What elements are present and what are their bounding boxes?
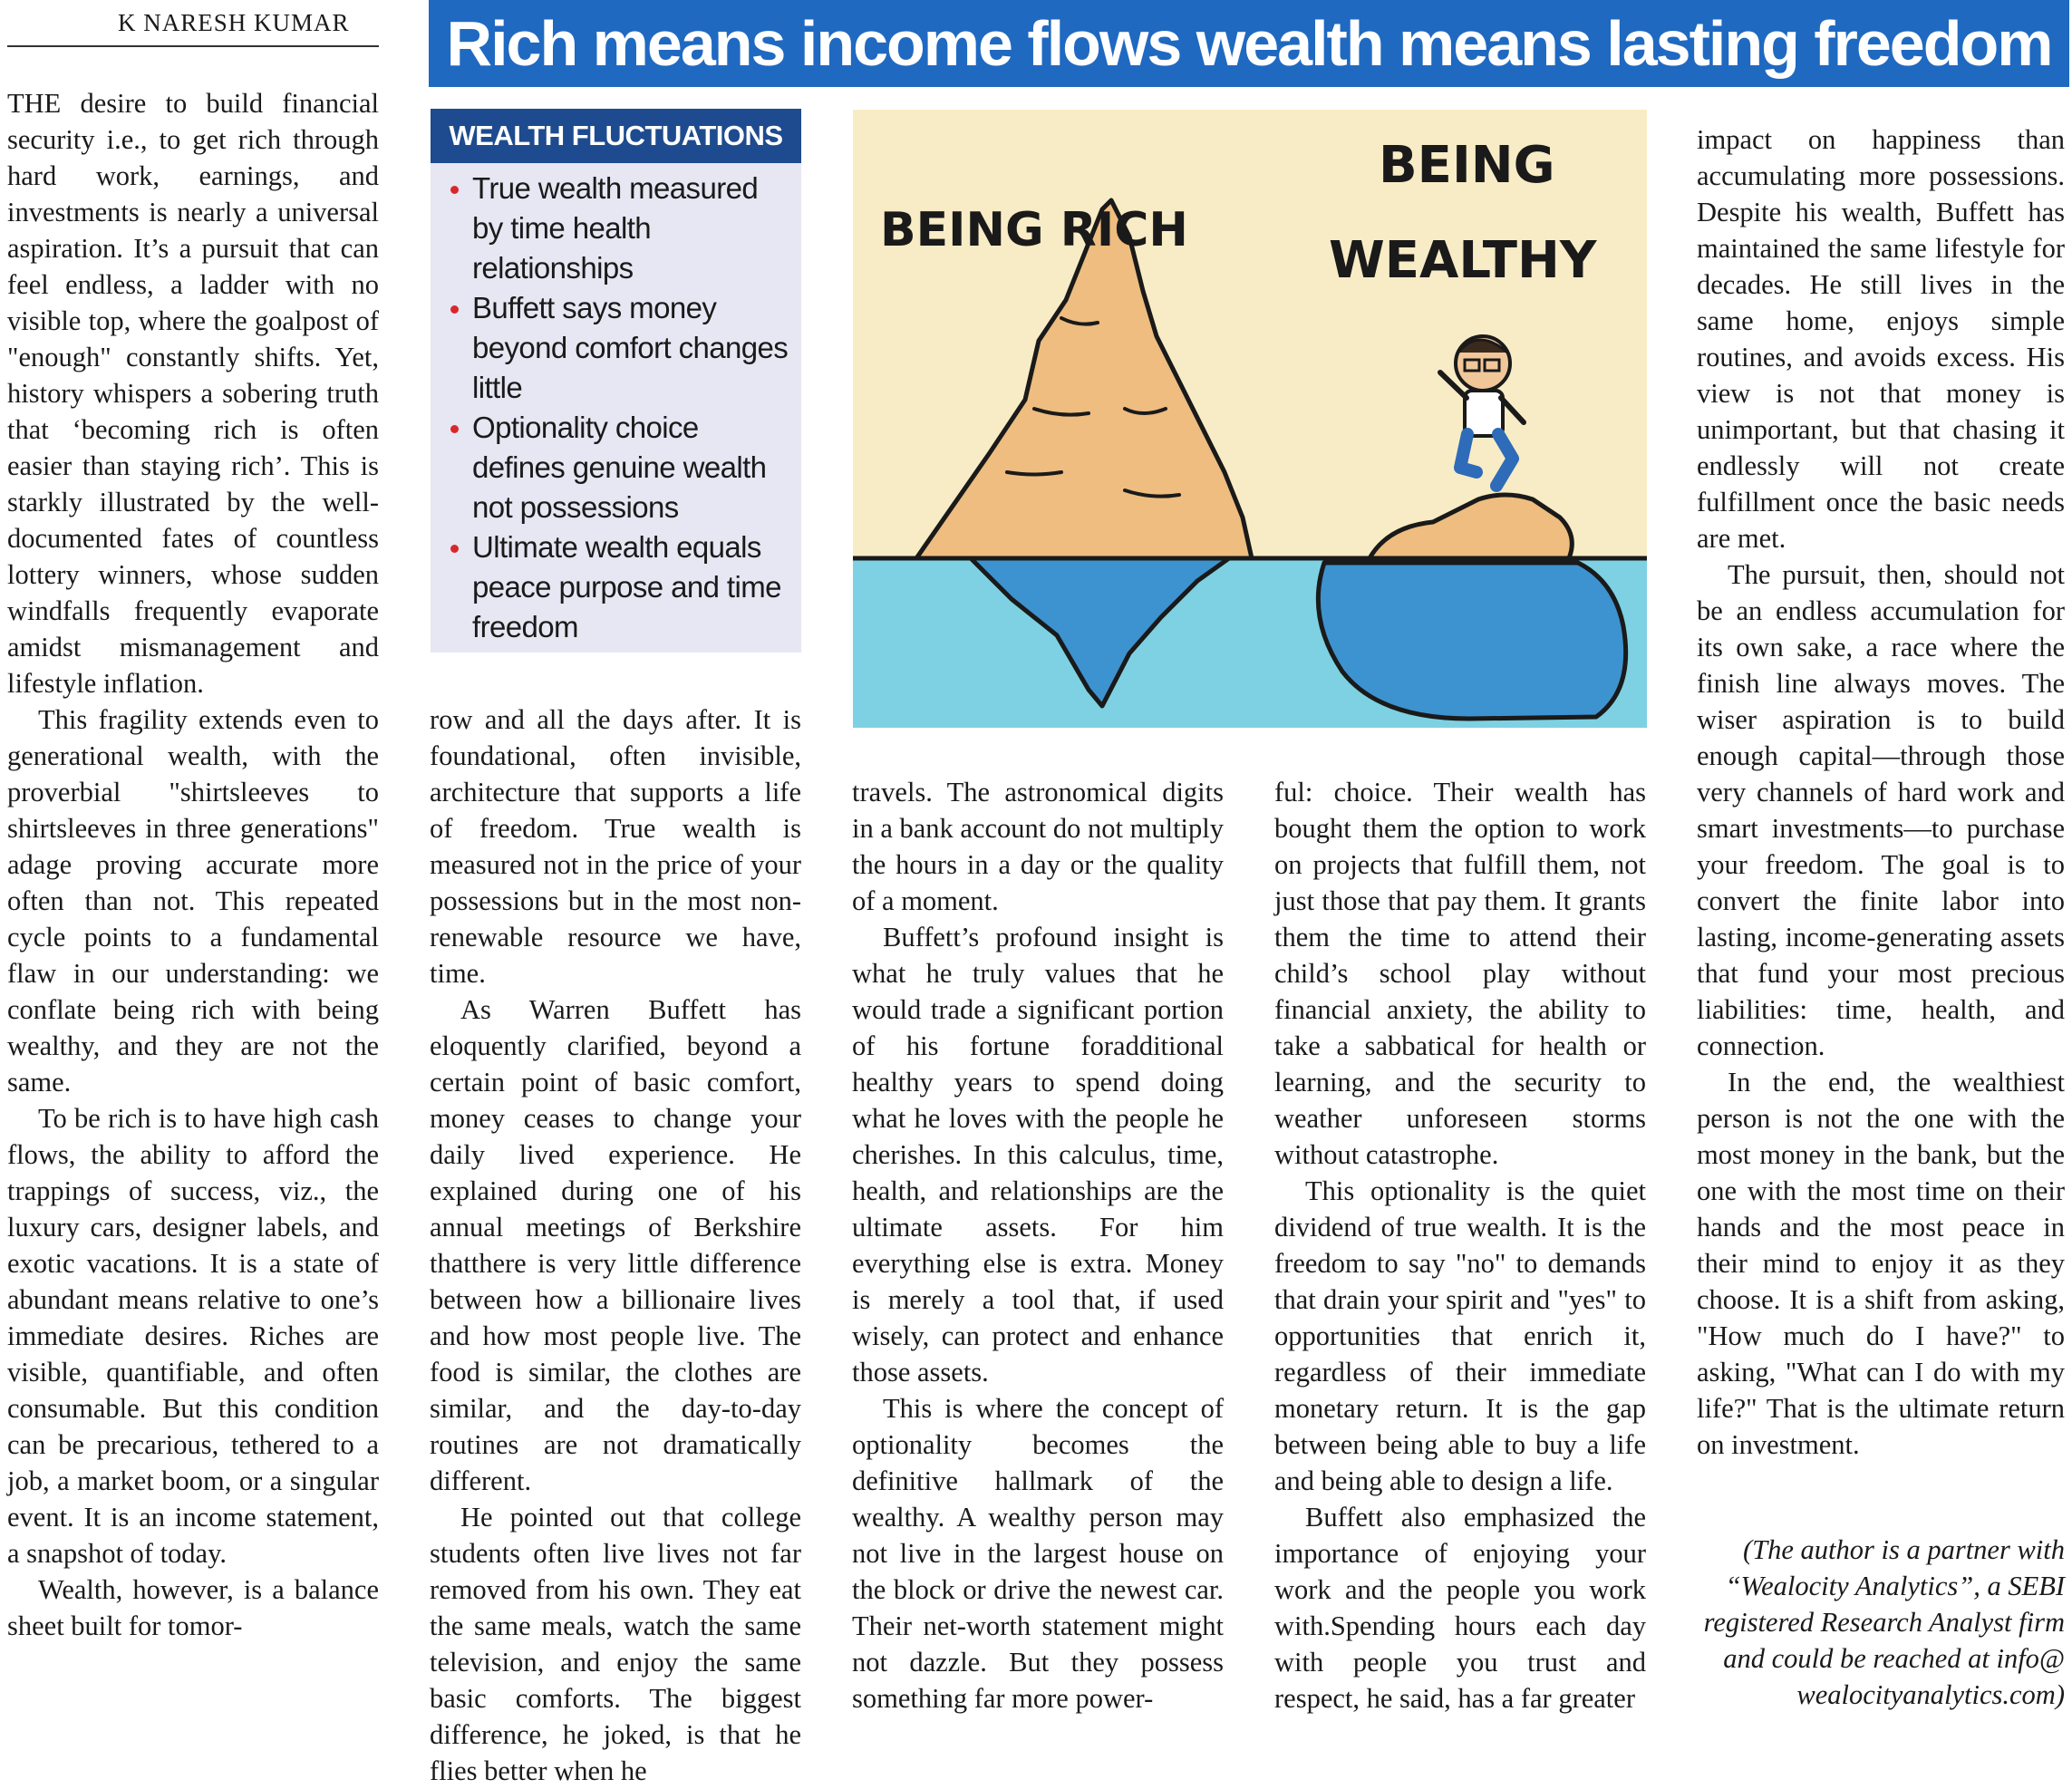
sidebar-item <box>441 527 792 647</box>
illustration <box>853 110 1647 728</box>
article-column-5 <box>1697 121 2065 1460</box>
byline: K NARESH KUMAR <box>118 9 350 36</box>
author-credit: (The author is a partner with “Wealocity Analytics”, a SEBI registered Research Analyst firm and could be reached at info@ wealocityanalytics.com) <box>1703 1534 2065 1710</box>
sidebar-title: WEALTH FLUCTUATIONS <box>431 109 801 163</box>
illustration-label-being: BEING <box>1379 136 1555 195</box>
paragraph: This is where the concept of optionality becomes the definitive hallmark of the wealthy. A wealthy person may not live in the largest house on the block or drive the newest car. Their net-worth statement might not dazzle. But they possess something far more power- <box>852 1393 1224 1714</box>
headline: Rich means income flows wealth means lasting freedom <box>429 0 2069 87</box>
sidebar-item-text: Optionality choice defines genuine wealth not possessions <box>472 411 767 524</box>
paragraph: Wealth, however, is a balance sheet built for tomor- <box>7 1574 379 1641</box>
sidebar-item <box>441 408 792 527</box>
bullet-icon <box>450 545 459 553</box>
paragraph: In the end, the wealthiest person is not the one with the most money in the bank, but the one with the most time on their hands and the most peace in their mind to enjoy it as they choose. It is a shift from asking, "How much do I have?" to asking, "What can I do with my life?" That is the ultimate return on investment. <box>1697 1067 2065 1460</box>
iceberg-illustration <box>853 110 1647 728</box>
paragraph: impact on happiness than accumulating more possessions. Despite his wealth, Buffett has maintained the same lifestyle for decades. He still lives in the same home, enjoys simple routines, and avoids excess. His view is not that money is unimportant, but that chasing it endlessly will not create fulfillment once the basic needs are met. <box>1697 124 2065 554</box>
paragraph: To be rich is to have high cash flows, the ability to afford the trappings of success, viz., the luxury cars, designer labels, and exotic vacations. It is a state of abundant means relative to one’s immediate desires. Riches are visible, quantifiable, and often consumable. But this condition can be precarious, tethered to a job, a market boom, or a singular event. It is an income statement, a snapshot of today. <box>7 1103 379 1569</box>
sidebar-box <box>431 109 801 653</box>
paragraph: travels. The astronomical digits in a bank account do not multiply the hours in a day or the quality of a moment. <box>852 777 1224 916</box>
sidebar-item-text: Ultimate wealth equals peace purpose and time freedom <box>472 530 781 643</box>
article-column-1 <box>7 85 379 1785</box>
paragraph: row and all the days after. It is foundational, often invisible, architecture that supports a life of freedom. True wealth is measured not in the price of your possessions but in the most non-renewable resource we have, time. <box>430 704 801 989</box>
sidebar-item-text: True wealth measured by time health relationships <box>472 171 759 285</box>
paragraph: This fragility extends even to generational wealth, with the proverbial "shirtsleeves to shirtsleeves in three generations" adage proving accurate more often than not. This repeated cycle points to a fundamental flaw in our understanding: we conflate being rich with being wealthy, and they are not the same. <box>7 704 379 1098</box>
paragraph: The pursuit, then, should not be an endless accumulation for its own sake, a race where the finish line always moves. The wiser aspiration is to build enough capital—through those very channels of hard work and smart investments—to purchase your freedom. The goal is to convert the finite labor into lasting, income-generating assets that fund your most precious liabilities: time, health, and connection. <box>1697 559 2065 1061</box>
paragraph: As Warren Buffett has eloquently clarified, beyond a certain point of basic comfort, money ceases to change your daily lived experience. He explained during one of his annual meetings of Berkshire thatthere is very little difference between how a billionaire lives and how most people live. The food is similar, the clothes are similar, and the day-to-day routines are not dramatically different. <box>430 994 801 1496</box>
paragraph: This optionality is the quiet dividend of true wealth. It is the freedom to say "no" to demands that drain your spirit and "yes" to opportunities that enrich it, regardless of their immediate monetary return. It is the gap between being able to buy a life and being able to design a life. <box>1274 1175 1646 1496</box>
illustration-label-wealthy: WEALTHY <box>1329 231 1597 290</box>
paragraph: THE desire to build financial security i.e., to get rich through hard work, earnings, and investments is nearly a universal aspiration. It’s a pursuit that can feel endless, a ladder with no visible top, where the goalpost of "enough" constantly shifts. Yet, history whispers a sobering truth that ‘becoming rich is often easier than staying rich’. This is starkly illustrated by the well-documented fates of countless lottery winners, whose sudden windfalls frequently evaporate amidst mismanagement and lifestyle inflation. <box>7 88 379 699</box>
paragraph: He pointed out that college students often live lives not far removed from his own. They eat the same meals, watch the same television, and enjoy the same basic comforts. The biggest difference, he joked, is that he flies better when he <box>430 1502 801 1786</box>
bullet-icon <box>450 425 459 433</box>
sidebar-item <box>441 169 792 288</box>
article-column-4 <box>1274 774 1646 1785</box>
sidebar-item-text: Buffett says money beyond comfort changes little <box>472 291 789 404</box>
bullet-icon <box>450 305 459 314</box>
illustration-label-rich: BEING RICH <box>880 203 1188 257</box>
sidebar-item <box>441 288 792 408</box>
article-column-3 <box>852 774 1224 1785</box>
paragraph: ful: choice. Their wealth has bought them the option to work on projects that fulfill them, not just those that pay them. It grants them the time to attend their child’s school play without financial anxiety, the ability to take a sabbatical for health or learning, and the security to weather unforeseen storms without catastrophe. <box>1274 777 1646 1170</box>
article-column-2 <box>430 701 801 1785</box>
paragraph: Buffett’s profound insight is what he truly values that he would trade a significant portion of his fortune foradditional healthy years to spend doing what he loves with the people he cherishes. In this calculus, time, health, and relationships are the ultimate assets. For him everything else is extra. Money is merely a tool that, if used wisely, can protect and enhance those assets. <box>852 922 1224 1388</box>
byline-rule <box>7 45 379 47</box>
paragraph: Buffett also emphasized the importance of enjoying your work and the people you work with.Spending hours each day with people you trust and respect, he said, has a far greater <box>1274 1502 1646 1714</box>
sidebar-list <box>431 163 801 647</box>
bullet-icon <box>450 186 459 194</box>
